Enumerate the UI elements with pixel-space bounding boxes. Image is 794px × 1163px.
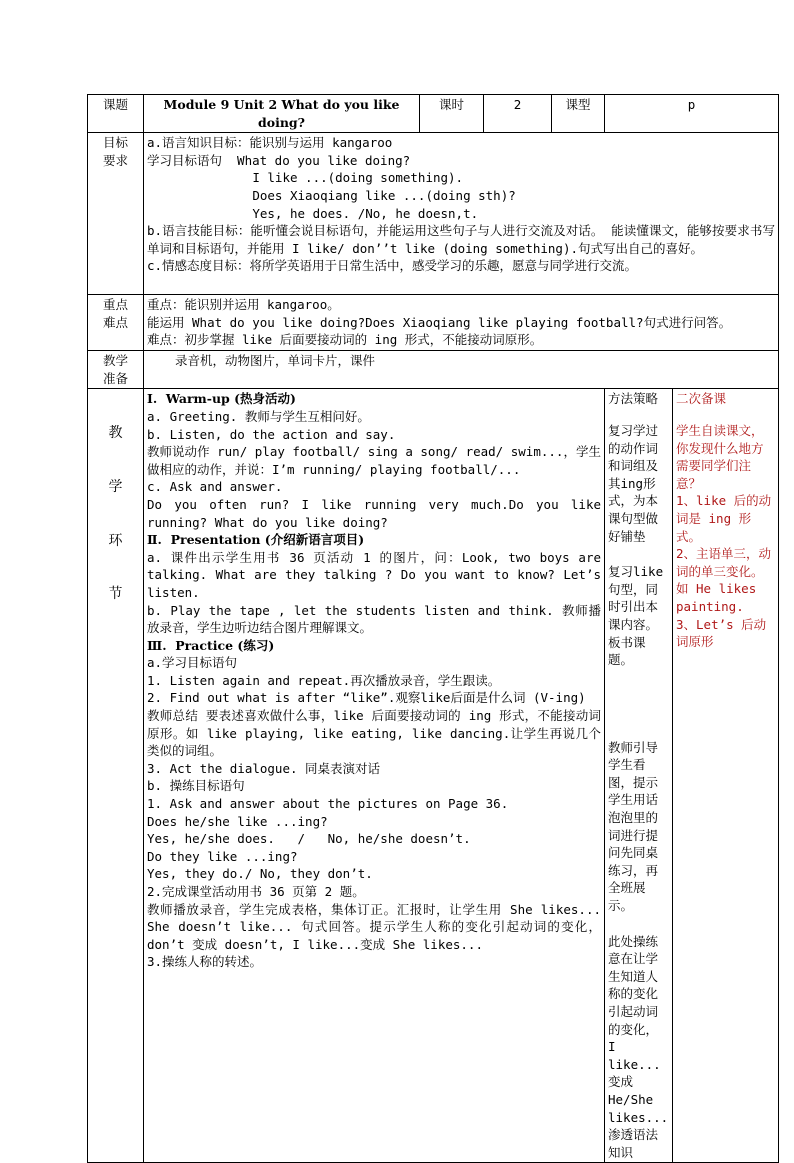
second-prep-item: 1、like 后的动词是 ing 形式。	[676, 493, 772, 544]
procedure-line: c. Ask and answer.	[147, 479, 283, 495]
prep-label-1: 教学	[102, 353, 128, 369]
topic-line-1: Module 9 Unit 2 What do you like	[163, 97, 400, 112]
procedure-label-char: 节	[108, 586, 123, 603]
objectives-label-2: 要求	[102, 152, 128, 168]
second-prep-intro: 学生自读课文，你发现什么地方需要同学们注意？	[676, 422, 764, 491]
procedure-label-char: 学	[108, 478, 123, 495]
procedure-line: b. Listen, do the action and say.	[147, 426, 396, 442]
procedure-line: Yes, they do./ No, they don’t.	[147, 866, 373, 882]
procedure-line: 3. Act the dialogue. 同桌表演对话	[147, 760, 381, 776]
prep-content	[144, 351, 779, 389]
second-prep-item: 3、Let’s 后动词原形	[676, 616, 767, 650]
topic-line-2: doing?	[258, 114, 305, 130]
objective-line: a.语言知识目标：能识别与运用 kangaroo	[147, 135, 393, 151]
type-label: 课型	[552, 95, 605, 133]
topic-label: 课题	[88, 95, 144, 133]
key-point-line: 难点：初步掌握 like 后面要接动词的 ing 形式，不能接动词原形。	[147, 332, 543, 348]
procedure-line: 1. Listen again and repeat.再次播放录音，学生跟读。	[147, 672, 501, 688]
second-prep-title: 二次备课	[676, 391, 727, 407]
procedure-line: Do they like ...ing?	[147, 848, 298, 864]
objectives-row	[88, 133, 779, 295]
procedure-line: a.学习目标语句	[147, 655, 238, 671]
header-row	[88, 95, 779, 133]
key-point-line: 能运用 What do you like doing?Does Xiaoqiang like playing football?句式进行问答。	[147, 314, 732, 330]
procedure-line: 教师总结 要表述喜欢做什么事，like 后面要接动词的 ing 形式，不能接动词原形。如 like playing, like eating, like dancing.让学生再说几个类似的词组。	[147, 708, 601, 759]
procedure-line: b. 操练目标语句	[147, 778, 245, 794]
objective-line: 学习目标语句 What do you like doing?	[147, 152, 411, 168]
objective-line: Does Xiaoqiang like ...(doing sth)?	[147, 187, 516, 203]
second-prep-column	[673, 389, 779, 1163]
skill-objective: b.语言技能目标：能听懂会说目标语句，并能运用这些句子与人进行交流及对话。 能读懂课文，能够按要求书写单词和目标语句，并能用 I like/ don’’t like (doing something).句式写出自己的喜好。	[147, 223, 775, 256]
attitude-objective: c.情感态度目标：将所学英语用于日常生活中，感受学习的乐趣，愿意与同学进行交流。	[147, 258, 638, 274]
prep-label	[88, 351, 144, 389]
hours-value: 2	[484, 95, 552, 133]
key-points-label-1: 重点	[102, 297, 128, 313]
procedure-line: Does he/she like ...ing?	[147, 813, 328, 829]
objective-line: I like ...(doing something).	[147, 170, 464, 186]
procedure-line: Yes, he/she does. / No, he/she doesn’t.	[147, 831, 471, 847]
key-points-row	[88, 295, 779, 351]
procedure-label-char: 环	[108, 532, 123, 549]
method-block: 复习like句型，同时引出本课内容。板书课题。	[608, 564, 664, 668]
procedure-line: 2. Find out what is after “like”.观察like后面是什么词 (V-ing)	[147, 690, 586, 706]
objectives-content	[144, 133, 779, 295]
procedure-line: 教师播放录音，学生完成表格，集体订正。汇报时，让学生用 She likes... She doesn’t like... 句式回答。提示学生人称的变化引起动词的变化，don’t 变成 doesn’t, I like...变成 She likes...	[147, 901, 609, 952]
second-prep-item: 2、主语单三，动词的单三变化。如 He likes painting.	[676, 546, 772, 614]
section-heading: Ⅲ. Practice (练习)	[147, 637, 275, 653]
procedure-main	[144, 389, 609, 1163]
procedure-line: Do you often run? I like running very much.Do you like running? What do you like doing?	[147, 496, 609, 530]
procedure-line: a. 课件出示学生用书 36 页活动 1 的图片，问：Look, two boys are talking. What are they talking ? Do you want to know? Let’s listen.	[147, 549, 609, 600]
procedure-line: 1. Ask and answer about the pictures on Page 36.	[147, 796, 509, 812]
hours-label: 课时	[420, 95, 484, 133]
method-column	[605, 389, 673, 1163]
procedure-label-char: 教	[108, 425, 123, 442]
key-point-line: 重点：能识别并运用 kangaroo。	[147, 297, 340, 313]
objectives-label	[88, 133, 144, 295]
objectives-label-1: 目标	[102, 135, 128, 151]
procedure-line: 3.操练人称的转述。	[147, 954, 263, 970]
topic-value	[144, 95, 420, 133]
key-points-label-2: 难点	[102, 314, 128, 330]
procedure-row	[88, 389, 779, 1163]
prep-text: 录音机，动物图片，单词卡片，课件	[175, 353, 376, 369]
prep-row	[88, 351, 779, 389]
procedure-steps	[147, 390, 609, 971]
prep-label-2: 准备	[102, 370, 128, 386]
procedure-line: 教师说动作 run/ play football/ sing a song/ read/ swim...，学生做相应的动作，并说：I’m running/ playing football/...	[147, 444, 601, 477]
method-block: 教师引导学生看图，提示学生用话泡泡里的词进行提问先同桌练习，再全班展示。	[608, 739, 659, 914]
procedure-line: 2.完成课堂活动用书 36 页第 2 题。	[147, 884, 365, 899]
method-block: 此处操练意在让学生知道人称的变化引起动词的变化， I like... 变成 He/She likes...渗透语法知识	[608, 933, 669, 1160]
objective-line: Yes, he does. /No, he doesn,t.	[147, 205, 479, 221]
procedure-label	[88, 389, 144, 1163]
section-heading: Ⅱ. Presentation (介绍新语言项目)	[147, 532, 365, 548]
type-value: p	[605, 95, 779, 133]
method-block: 复习学过的动作词和词组及其ing形式，为本课句型做好铺垫	[608, 422, 659, 544]
key-points-label	[88, 295, 144, 351]
method-title: 方法策略	[608, 391, 659, 407]
procedure-line: a. Greeting. 教师与学生互相问好。	[147, 408, 370, 424]
section-heading: Ⅰ. Warm-up (热身活动)	[147, 391, 296, 407]
key-points-content	[144, 295, 779, 351]
procedure-line: b. Play the tape , let the students listen and think. 教师播放录音，学生边听边结合图片理解课文。	[147, 602, 601, 636]
lesson-plan-table	[87, 94, 779, 1163]
